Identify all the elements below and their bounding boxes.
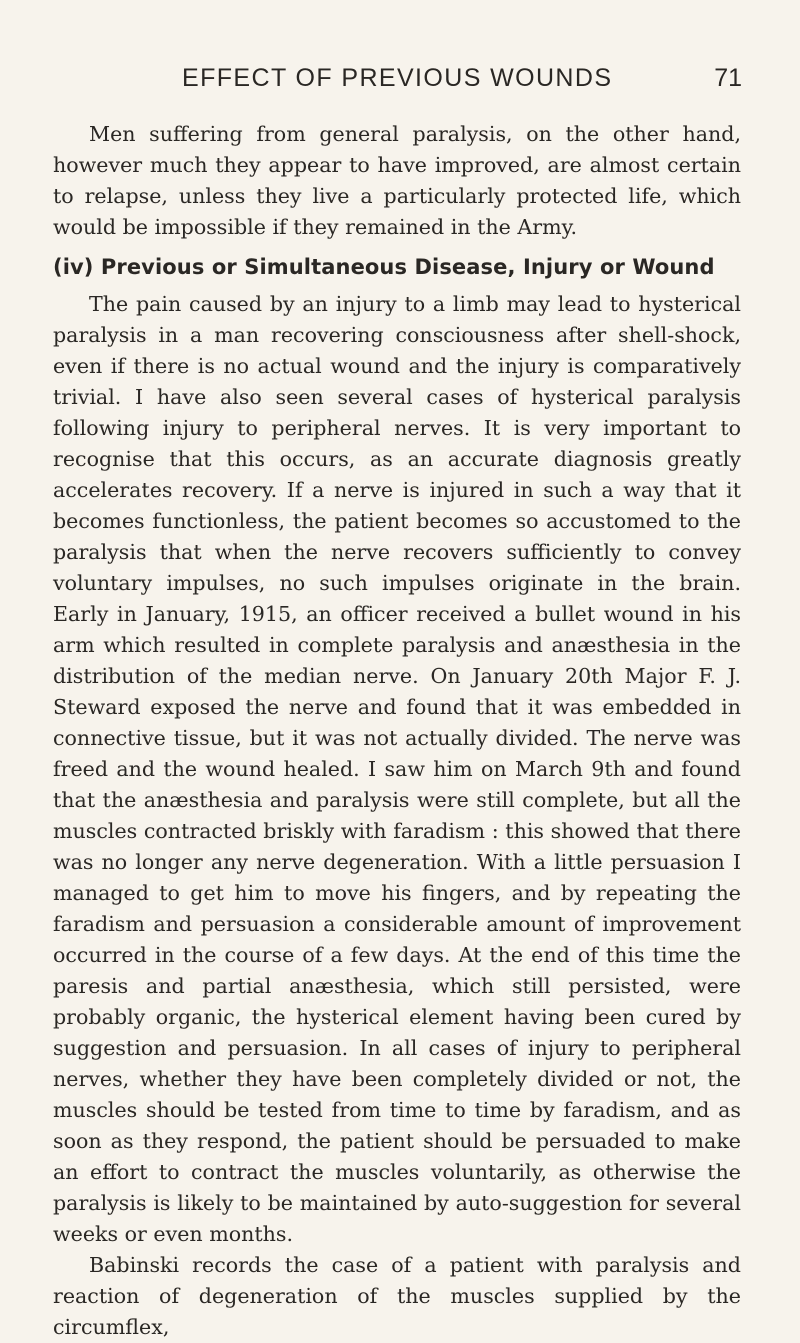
section-heading: (iv) Previous or Simultaneous Disease, Injury or Wound xyxy=(53,255,715,279)
paragraph-3: Babinski records the case of a patient with paralysis and reaction of degeneration of the muscles supplied by the circumflex, xyxy=(53,1253,741,1339)
paragraph-2: The pain caused by an injury to a limb may lead to hysterical paralysis in a man recovering consciousness after shell-shock, even if there is no actual wound and the injury is comparatively trivial. I have also seen several cases of hysterical paralysis following injury to peripheral nerves. It is very important to recognise that this occurs, as an accurate diagnosis greatly accelerates recovery. If a nerve is injured in such a way that it becomes functionless, the patient becomes so accustomed to the paralysis that when the nerve recovers sufficiently to convey voluntary impulses, no such impulses originate in the brain. Early in January, 1915, an officer received a bullet wound in his arm which resulted in complete paralysis and anæsthesia in the distribution of the median nerve. On January 20th Major F. J. Steward exposed the nerve and found that it was embedded in connective tissue, but it was not actually divided. The nerve was freed and the wound healed. I saw him on March 9th and found that the anæsthesia and paralysis were still complete, but all the muscles contracted briskly with faradism : this showed that there was no longer any nerve degeneration. With a little persuasion I managed to get him to move his fingers, and by repeating the faradism and persuasion a considerable amount of improvement occurred in the course of a few days. At the end of this time the paresis and partial anæsthesia, which still persisted, were probably organic, the hysterical element having been cured by suggestion and persuasion. In all cases of injury to peripheral nerves, whether they have been completely divided or not, the muscles should be tested from time to time by faradism, and as soon as they respond, the patient should be persuaded to make an effort to contract the muscles voluntarily, as otherwise the paralysis is likely to be maintained by auto-suggestion for several weeks or even months. xyxy=(53,292,741,1246)
running-head xyxy=(182,64,742,100)
page-number: 71 xyxy=(714,64,742,92)
body-text xyxy=(53,119,741,1343)
paragraph-1: Men suffering from general paralysis, on the other hand, however much they appear to have improved, are almost certain to relapse, unless they live a particularly protected life, which would be impossible if they remained in the Army. xyxy=(53,122,741,239)
running-title: EFFECT OF PREVIOUS WOUNDS xyxy=(182,64,613,92)
